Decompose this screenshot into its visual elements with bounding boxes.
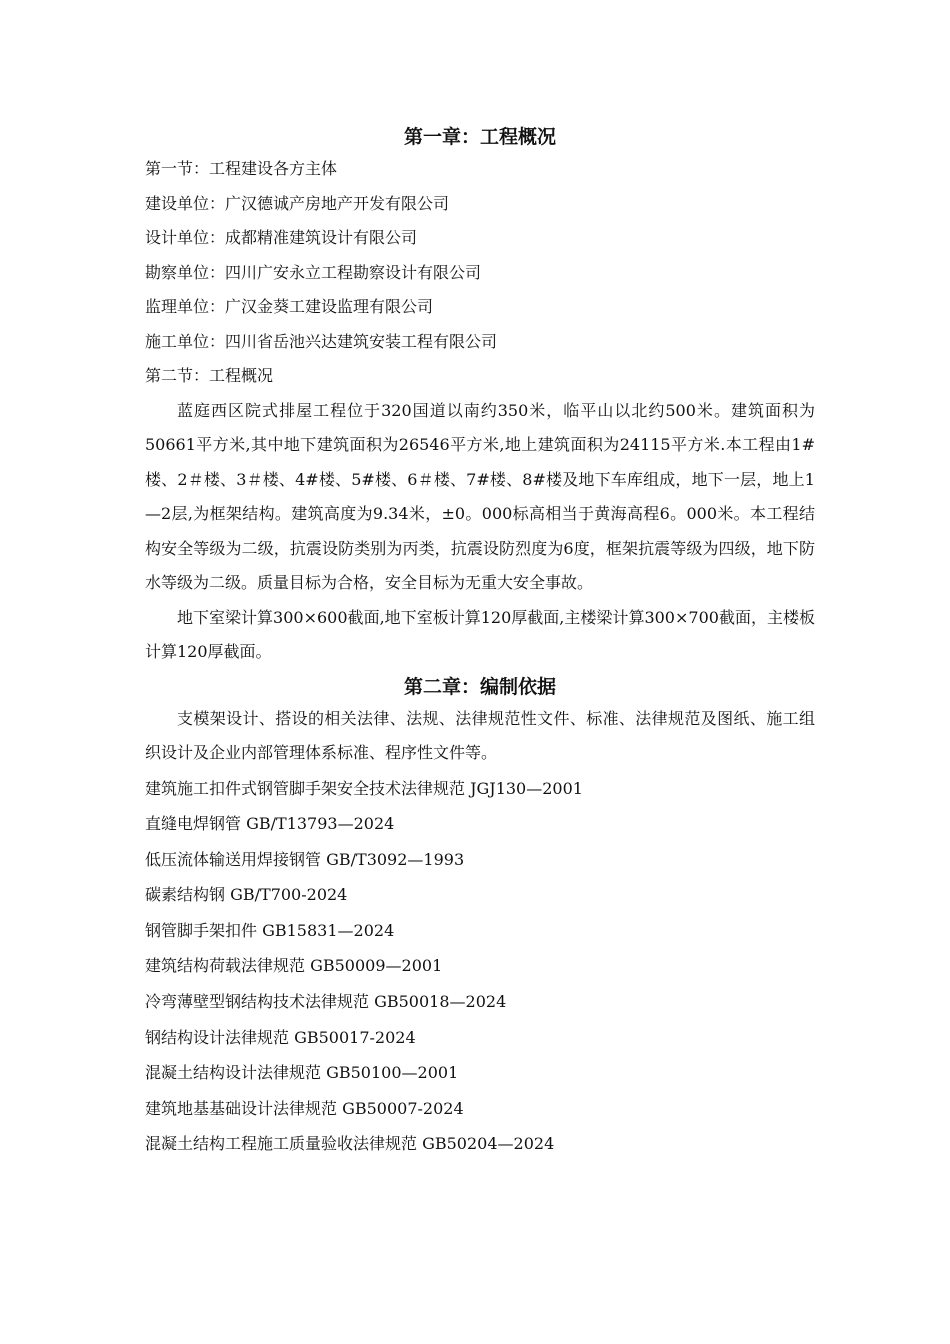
chapter-2-title: 第二章：编制依据 [403, 675, 556, 698]
reference-list [145, 771, 815, 1163]
reference-item: 冷弯薄壁型钢结构技术法律规范 GB50018—2024 [145, 992, 507, 1012]
reference-item: 混凝土结构工程施工质量验收法律规范 GB50204—2024 [145, 1134, 555, 1154]
party-design-unit: 设计单位：成都精准建筑设计有限公司 [145, 228, 418, 247]
reference-item: 钢管脚手架扣件 GB15831—2024 [145, 920, 395, 940]
party-survey-unit: 勘察单位：四川广安永立工程勘察设计有限公司 [145, 262, 482, 282]
section-2-title: 第二节：工程概况 [145, 366, 274, 385]
reference-item: 钢结构设计法律规范 GB50017-2024 [145, 1027, 416, 1047]
reference-item: 建筑施工扣件式钢管脚手架安全技术法律规范 JGJ130—2001 [145, 778, 583, 798]
party-construction-unit: 建设单位：广汉德诚产房地产开发有限公司 [145, 193, 450, 213]
reference-item: 建筑地基基础设计法律规范 GB50007-2024 [145, 1098, 464, 1118]
reference-item: 碳素结构钢 GB/T700-2024 [145, 885, 348, 905]
party-supervision-unit: 监理单位：广汉金葵工建设监理有限公司 [145, 297, 434, 316]
party-contractor-unit: 施工单位：四川省岳池兴达建筑安装工程有限公司 [145, 331, 498, 351]
reference-item: 建筑结构荷载法律规范 GB50009—2001 [145, 956, 443, 976]
reference-item: 混凝土结构设计法律规范 GB50100—2001 [145, 1063, 459, 1083]
project-overview-paragraph: 蓝庭西区院式排屋工程位于320国道以南约350米，临平山以北约500米。建筑面积为50661平方米,其中地下建筑面积为26546平方米,地上建筑面积为24115平方米.本工程由1#楼、2＃楼、3＃楼、4#楼、5#楼、6＃楼、7#楼、8#楼及地下车库组成，地下一层，地上1—2层,为框架结构。建筑高度为9.34米，±0。000标高相当于黄海高程6。000米。本工程结构安全等级为二级，抗震设防类别为丙类，抗震设防烈度为6度，框架抗震等级为四级，地下防水等级为二级。质量目标为合格，安全目标为无重大安全事故。 [145, 400, 815, 592]
reference-item: 低压流体输送用焊接钢管 GB/T3092—1993 [145, 849, 465, 869]
chapter-1-title: 第一章：工程概况 [403, 126, 556, 148]
basis-intro-paragraph: 支模架设计、搭设的相关法律、法规、法律规范性文件、标准、法律规范及图纸、施工组织设计及企业内部管理体系标准、程序性文件等。 [145, 708, 815, 762]
section-1-title: 第一节：工程建设各方主体 [145, 159, 338, 178]
document-body [145, 122, 815, 1162]
section-calculation-paragraph: 地下室梁计算300×600截面,地下室板计算120厚截面,主楼梁计算300×700截面，主楼板计算120厚截面。 [145, 607, 815, 661]
reference-item: 直缝电焊钢管 GB/T13793—2024 [145, 814, 395, 834]
